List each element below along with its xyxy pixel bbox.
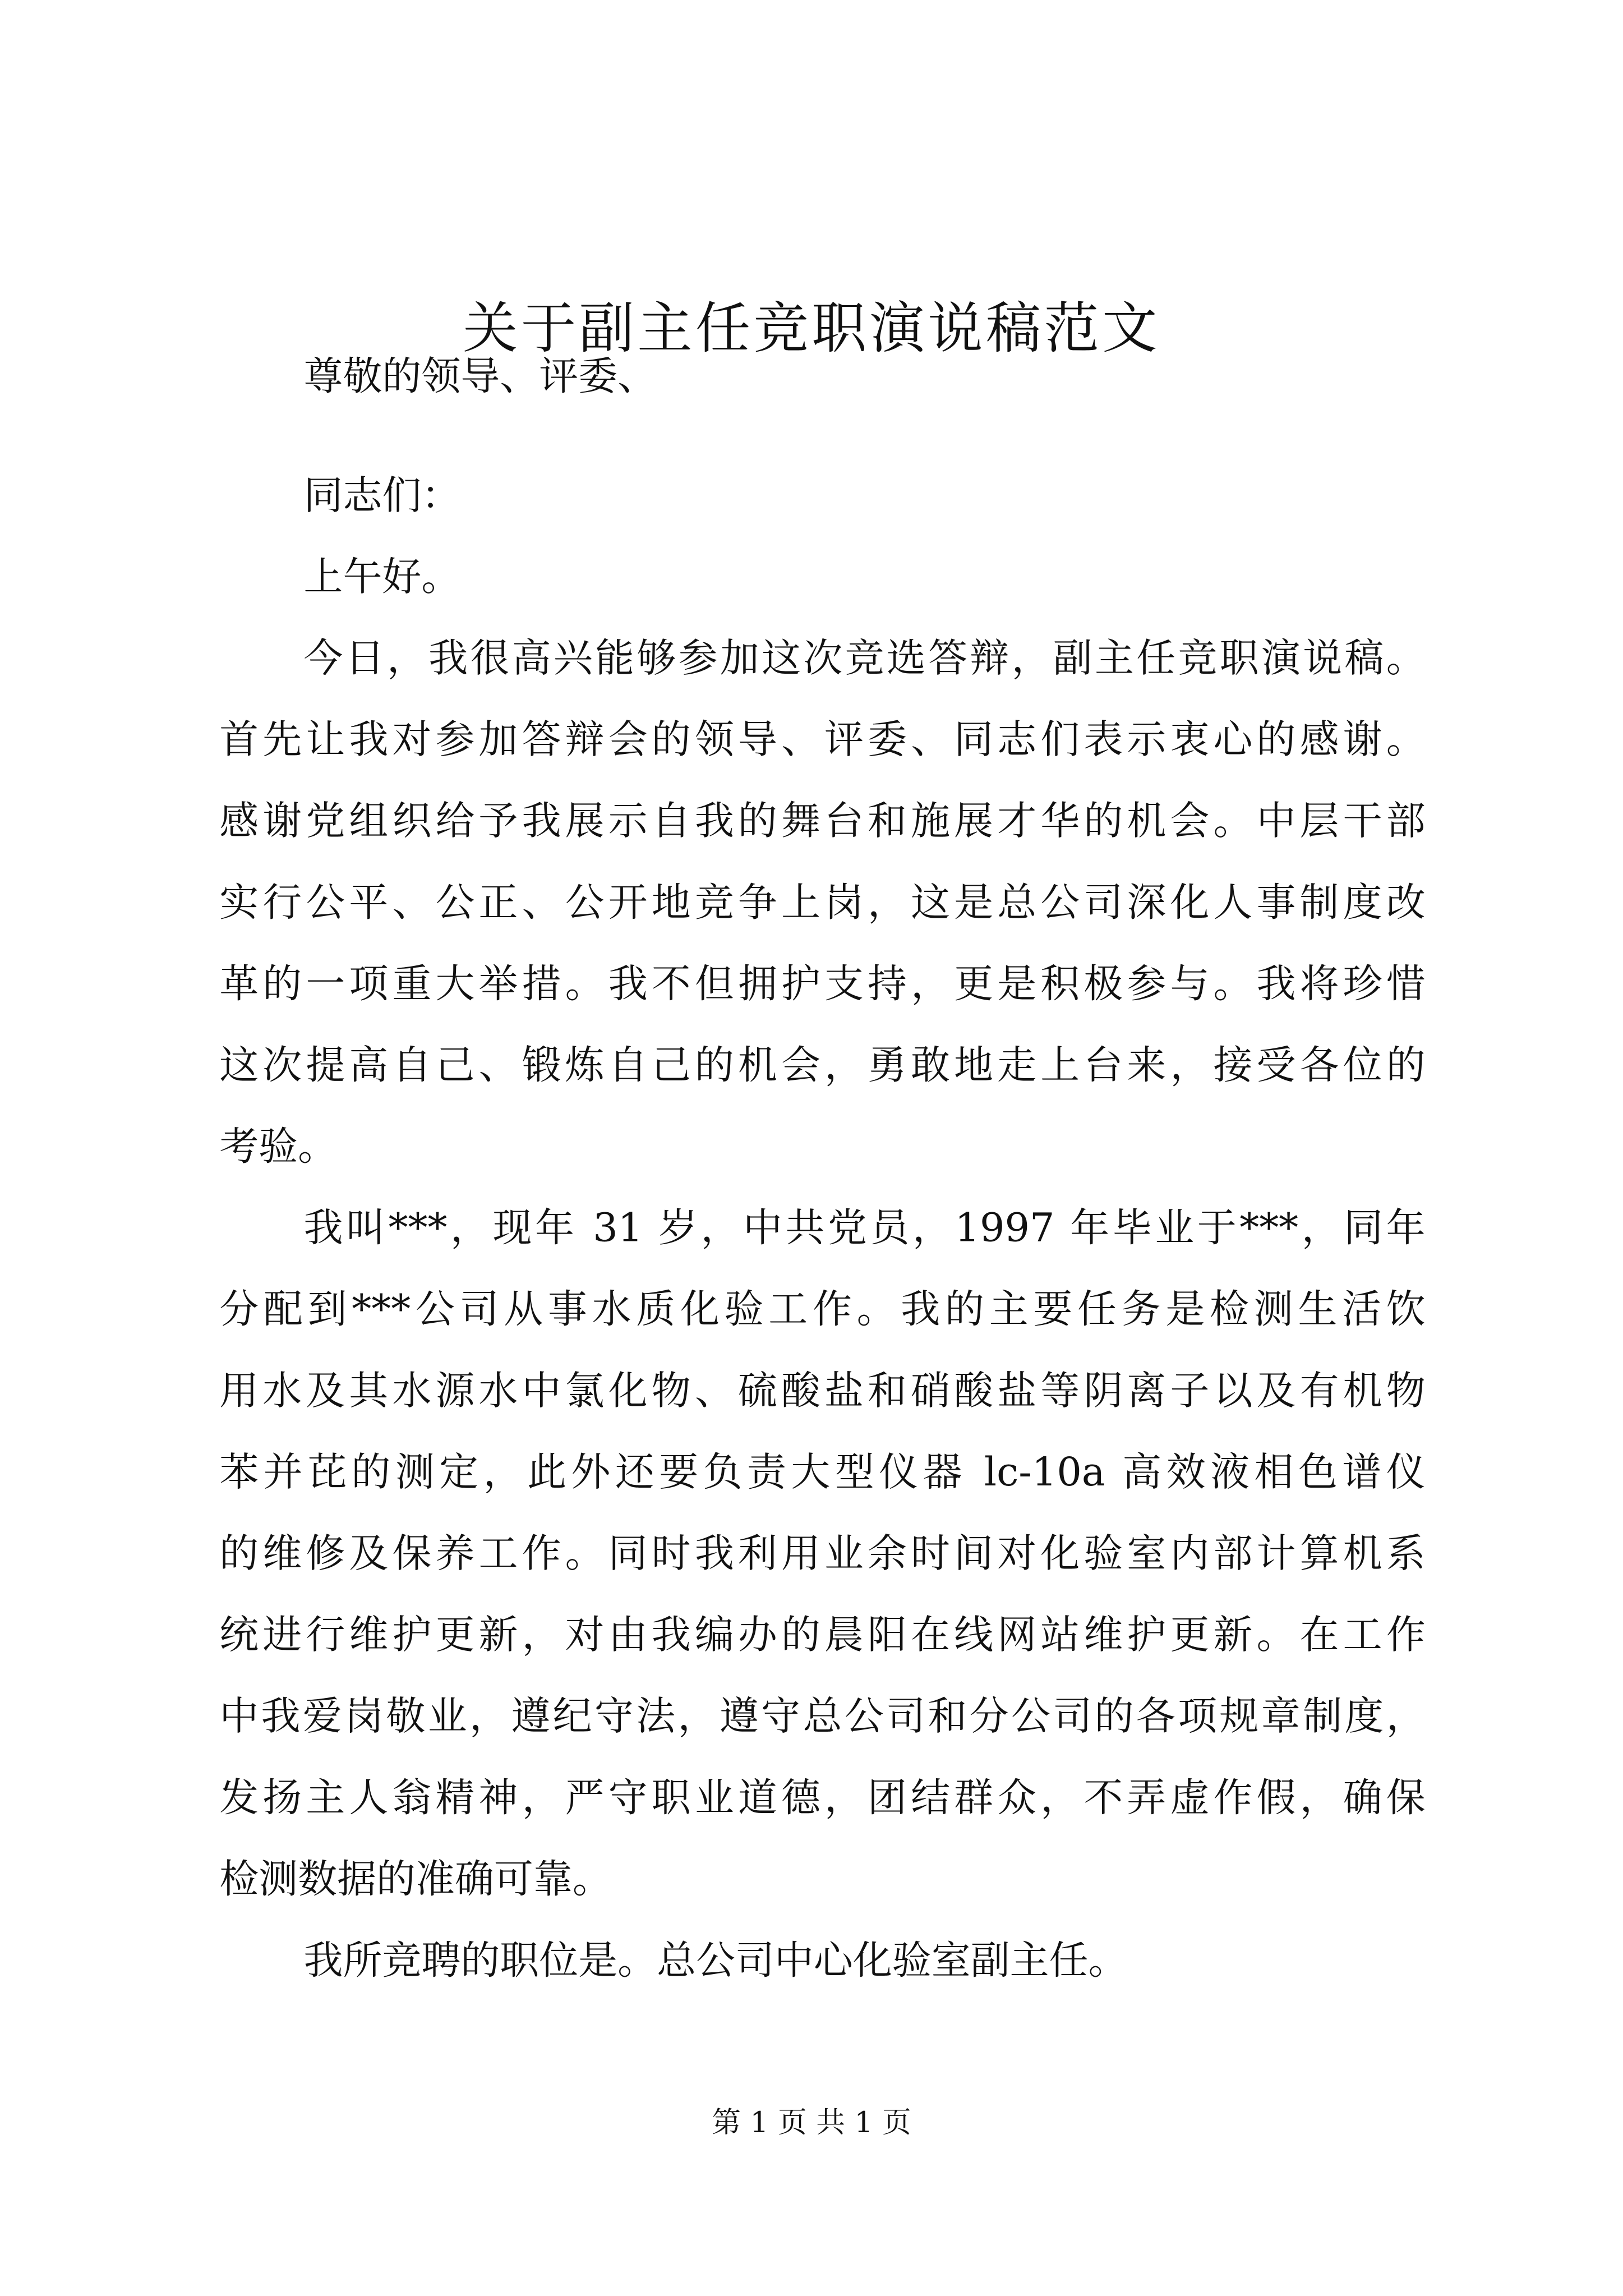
paragraph-line: 用水及其水源水中氯化物、硫酸盐和硝酸盐等阴离子以及有机物 — [219, 1369, 1426, 1414]
salutation-line-1: 尊敬的领导、评委、 — [303, 355, 657, 400]
paragraph-line: 我所竞聘的职位是。总公司中心化验室副主任。 — [303, 1939, 1128, 1984]
salutation-line-2: 同志们： — [303, 473, 461, 519]
greeting-line: 上午好。 — [303, 555, 461, 601]
paragraph-line: 我叫***，现年 31 岁，中共党员，1997 年毕业于***，同年 — [303, 1206, 1426, 1251]
paragraph-line: 的维修及保养工作。同时我利用业余时间对化验室内部计算机系 — [219, 1531, 1426, 1577]
paragraph-line: 感谢党组织给予我展示自我的舞台和施展才华的机会。中层干部 — [219, 799, 1426, 845]
paragraph-line: 中我爱岗敬业，遵纪守法，遵守总公司和分公司的各项规章制度， — [219, 1694, 1426, 1740]
paragraph-line: 苯并芘的测定，此外还要负责大型仪器 lc-10a 高效液相色谱仪 — [219, 1450, 1426, 1496]
paragraph-line: 今日，我很高兴能够参加这次竞选答辩，副主任竞职演说稿。 — [303, 636, 1426, 682]
paragraph-line: 发扬主人翁精神，严守职业道德，团结群众，不弄虚作假，确保 — [219, 1776, 1426, 1821]
paragraph-line: 这次提高自己、锻炼自己的机会，勇敢地走上台来，接受各位的 — [219, 1043, 1426, 1089]
paragraph-line: 革的一项重大举措。我不但拥护支持，更是积极参与。我将珍惜 — [219, 962, 1426, 1007]
page-footer: 第 1 页 共 1 页 — [712, 2104, 911, 2139]
paragraph-line: 实行公平、公正、公开地竞争上岗，这是总公司深化人事制度改 — [219, 881, 1426, 926]
paragraph-line: 首先让我对参加答辩会的领导、评委、同志们表示衷心的感谢。 — [219, 717, 1426, 763]
paragraph-line: 统进行维护更新，对由我编办的晨阳在线网站维护更新。在工作 — [219, 1613, 1426, 1659]
document-title: 关于副主任竞职演说稿范文 — [463, 296, 1160, 361]
paragraph-line: 分配到***公司从事水质化验工作。我的主要任务是检测生活饮 — [219, 1287, 1426, 1333]
paragraph-line: 考验。 — [219, 1125, 338, 1170]
paragraph-line: 检测数据的准确可靠。 — [219, 1857, 612, 1903]
